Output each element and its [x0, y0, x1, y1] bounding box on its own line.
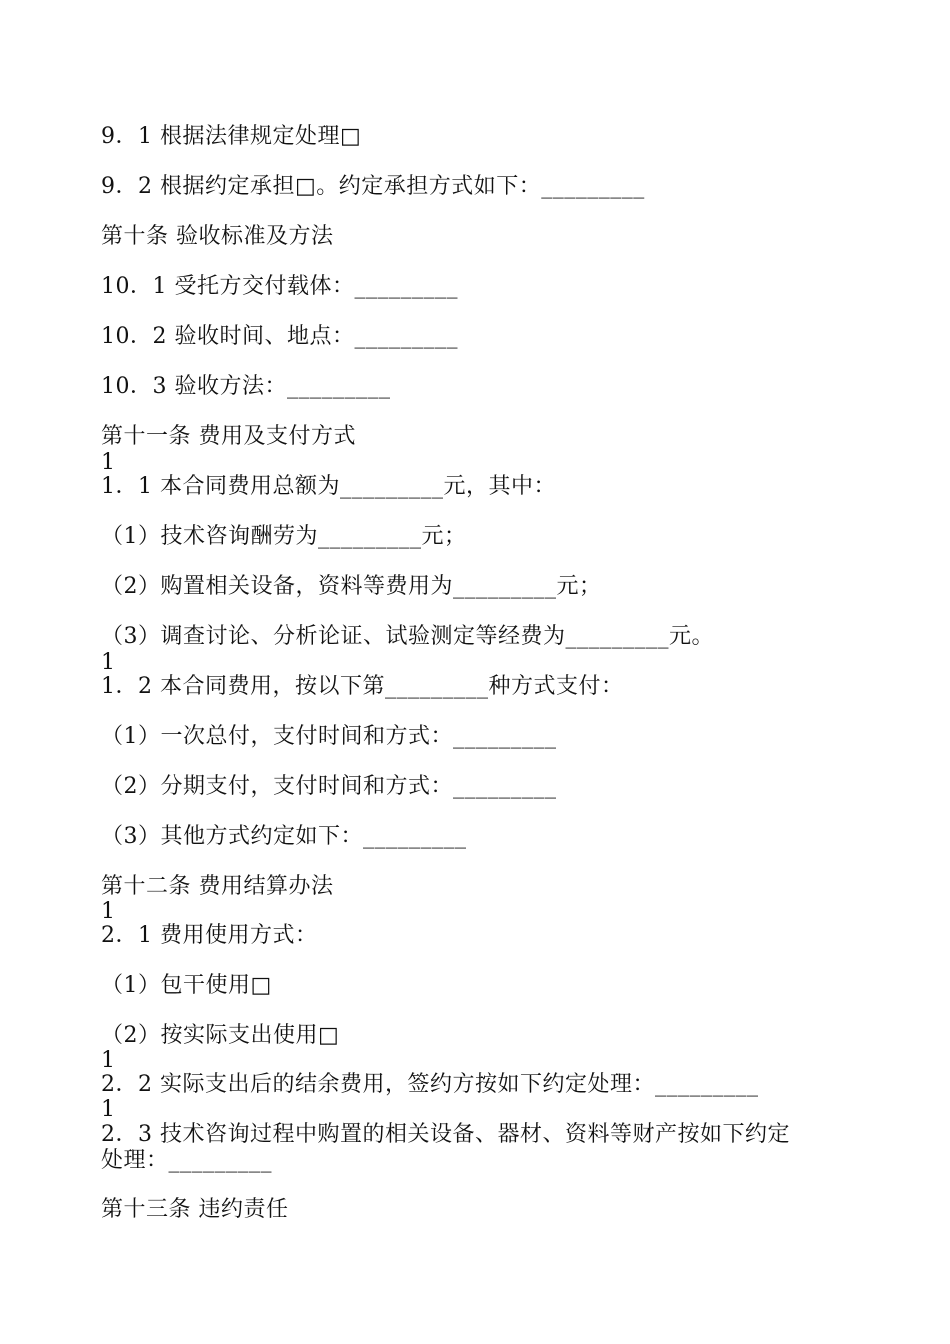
- clause-10-1: 10．1 受托方交付载体：_________: [101, 274, 458, 299]
- clause-12-3: 2．3 技术咨询过程中购置的相关设备、器材、资料等财产按如下约定: [101, 1122, 790, 1147]
- clause-11-2-item-2: （2）分期支付，支付时间和方式：_________: [101, 774, 557, 799]
- clause-12-2: 2．2 实际支出后的结余费用，签约方按如下约定处理：_________: [101, 1072, 759, 1097]
- clause-12-1: 2．1 费用使用方式：: [101, 923, 318, 948]
- clause-number-prefix: 1: [101, 899, 116, 924]
- clause-12-1-item-1: （1）包干使用□: [101, 973, 272, 998]
- article-10-heading: 第十条 验收标准及方法: [101, 224, 334, 249]
- clause-11-2: 1．2 本合同费用，按以下第_________种方式支付：: [101, 674, 624, 699]
- clause-10-2: 10．2 验收时间、地点：_________: [101, 324, 458, 349]
- clause-11-2-item-1: （1）一次总付，支付时间和方式：_________: [101, 724, 557, 749]
- clause-number-prefix: 1: [101, 450, 116, 475]
- clause-number-prefix: 1: [101, 650, 116, 675]
- clause-number-prefix: 1: [101, 1097, 116, 1122]
- article-13-heading: 第十三条 违约责任: [101, 1197, 289, 1222]
- article-12-heading: 第十二条 费用结算办法: [101, 874, 334, 899]
- clause-10-3: 10．3 验收方法：_________: [101, 374, 391, 399]
- clause-11-1: 1．1 本合同费用总额为_________元，其中：: [101, 474, 556, 499]
- clause-11-2-item-3: （3）其他方式约定如下：_________: [101, 824, 467, 849]
- clause-12-1-item-2: （2）按实际支出使用□: [101, 1023, 340, 1048]
- clause-number-prefix: 1: [101, 1048, 116, 1073]
- clause-12-3-continued: 处理：_________: [101, 1148, 273, 1173]
- clause-11-1-item-1: （1）技术咨询酬劳为_________元；: [101, 524, 467, 549]
- article-11-heading: 第十一条 费用及支付方式: [101, 424, 356, 449]
- clause-9-2: 9．2 根据约定承担□。约定承担方式如下：_________: [101, 174, 645, 199]
- clause-11-1-item-2: （2）购置相关设备，资料等费用为_________元；: [101, 574, 602, 599]
- clause-11-1-item-3: （3）调查讨论、分析论证、试验测定等经费为_________元。: [101, 624, 714, 649]
- clause-9-1: 9．1 根据法律规定处理□: [101, 124, 362, 149]
